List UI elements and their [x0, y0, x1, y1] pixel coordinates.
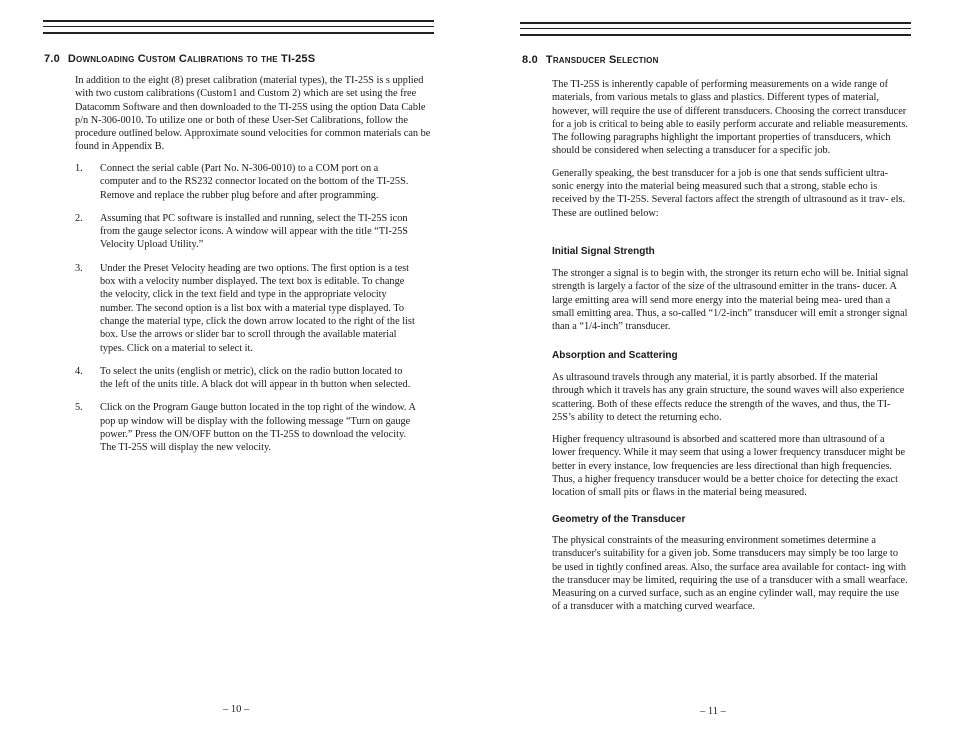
- paragraph: The TI-25S is inherently capable of performing measurements on a wide range of materials, from various metals to glass and plastics. Different types of material, however, will require the use of different transducers. Choosing the correct transducer for a job is critical to being able to easily perform accurate and reliable measurements. The following paragraphs highlight the important properties of transducers, which should be considered when selecting a transducer for a specific job.: [552, 79, 908, 157]
- header-rule-mid: [43, 26, 434, 27]
- paragraph: The stronger a signal is to begin with, the stronger its return echo will be. Initial signal strength is largely a factor of the size of the ultrasound emitter in the trans- ducer. A large emitting area will send more energy into the material being mea- ured than a small emitting area. Thus, a so-called “1/2-inch” transducer will emit a stronger signal than a “1/4-inch” transducer.: [552, 268, 909, 333]
- list-item: 2. Assuming that PC software is installed and running, select the TI-25S icon from the gauge selector icons. A window will appear with the title “TI-25S Velocity Upload Utility.”: [75, 212, 408, 251]
- steps-list: [75, 162, 417, 465]
- header-rule-mid: [520, 28, 911, 29]
- intro-paragraph: [75, 74, 431, 163]
- header-rule-top: [43, 20, 434, 22]
- list-item: 4. To select the units (english or metric), click on the radio button located to the left of the units title. A black dot will appear in th button when selected.: [75, 365, 411, 391]
- right-page: [477, 0, 954, 738]
- header-rule-bottom: [43, 32, 434, 34]
- subsection-heading: Initial Signal Strength: [552, 246, 655, 257]
- list-item: 5. Click on the Program Gauge button located in the top right of the window. A pop up window will be display with the following message “Turn on gauge power.” Press the ON/OFF button on the TI-25S to download the velocity. The TI-25S will display the new velocity.: [75, 402, 416, 454]
- section-title: Transducer Selection: [545, 54, 659, 66]
- header-rule-bottom: [520, 34, 911, 36]
- paragraph: The physical constraints of the measuring environment sometimes determine a transducer's suitability for a given job. Some transducers may simply be too large to be used in tightly confined areas. Also, the surface area available for contact- ing with the transducer may be limited, requiring the use of a transducer with a small wearface. Measuring on a curved surface, such as an engine cylinder wall, may require the use of a transducer with a matching curved wearface.: [552, 535, 908, 613]
- intro-text: In addition to the eight (8) preset calibration (material types), the TI-25S is s upplied with two custom calibrations (Custom1 and Custom 2) which are set using the free Datacomm Software and then downloaded to the TI-25S using the option Data Cable p/n N-306-0010. To utilize one or both of these User-Set Calibrations, follow the procedure outlined below. Approximate sound velocities for common materials can be found in Appendix B.: [75, 75, 431, 153]
- section-heading: [44, 53, 315, 65]
- section-number: 7.0: [44, 53, 60, 65]
- list-item: 3. Under the Preset Velocity heading are two options. The first option is a test box with a velocity number displayed. The text box is editable. To change the velocity, click in the text field and type in the appropriate velocity number. The second option is a list box with a material type displayed. To change the material type, click the down arrow located to the right of the list box. Use the arrows or slider bar to scroll through the available material types. Click on a material to select it.: [75, 262, 415, 354]
- paragraph: Generally speaking, the best transducer for a job is one that sends sufficient ultra- sonic energy into the material being measured such that a strong, stable echo is received by the TI-25S. Several factors affect the strength of ultrasound as it trav- els. These are outlined below:: [552, 167, 906, 219]
- page-number: – 11 –: [700, 706, 726, 717]
- section-number: 8.0: [522, 54, 538, 66]
- subsection-heading: Absorption and Scattering: [552, 350, 678, 361]
- page-number: – 10 –: [223, 704, 250, 715]
- section-heading: [522, 54, 659, 66]
- subsection-body: [552, 534, 910, 623]
- subsection-body: [552, 267, 910, 342]
- header-rule-top: [520, 22, 911, 24]
- paragraph: Higher frequency ultrasound is absorbed and scattered more than ultrasound of a lower frequency. While it may seem that using a lower frequency transducer might be better in every instance, low frequencies are less directional than high frequencies. Thus, a higher frequency transducer would be a better choice for detecting the exact location of small pits or flaws in the material being measured.: [552, 434, 906, 499]
- subsection-heading: Geometry of the Transducer: [552, 514, 686, 525]
- list-item: 1. Connect the serial cable (Part No. N-306-0010) to a COM port on a computer and to the RS232 connector located on the bottom of the TI-25S. Remove and replace the rubber plug before and after programming.: [75, 163, 409, 201]
- subsection-body: [552, 371, 910, 509]
- intro-paragraphs: [552, 78, 910, 229]
- section-title: Downloading Custom Calibrations to the TI-25S: [67, 53, 316, 65]
- paragraph: As ultrasound travels through any material, it is partly absorbed. If the material through which it travels has any grain structure, the sound waves will also experience scattering. Both of these effects reduce the strength of the waves, and thus, the TI-25S’s ability to detect the returning echo.: [552, 372, 905, 423]
